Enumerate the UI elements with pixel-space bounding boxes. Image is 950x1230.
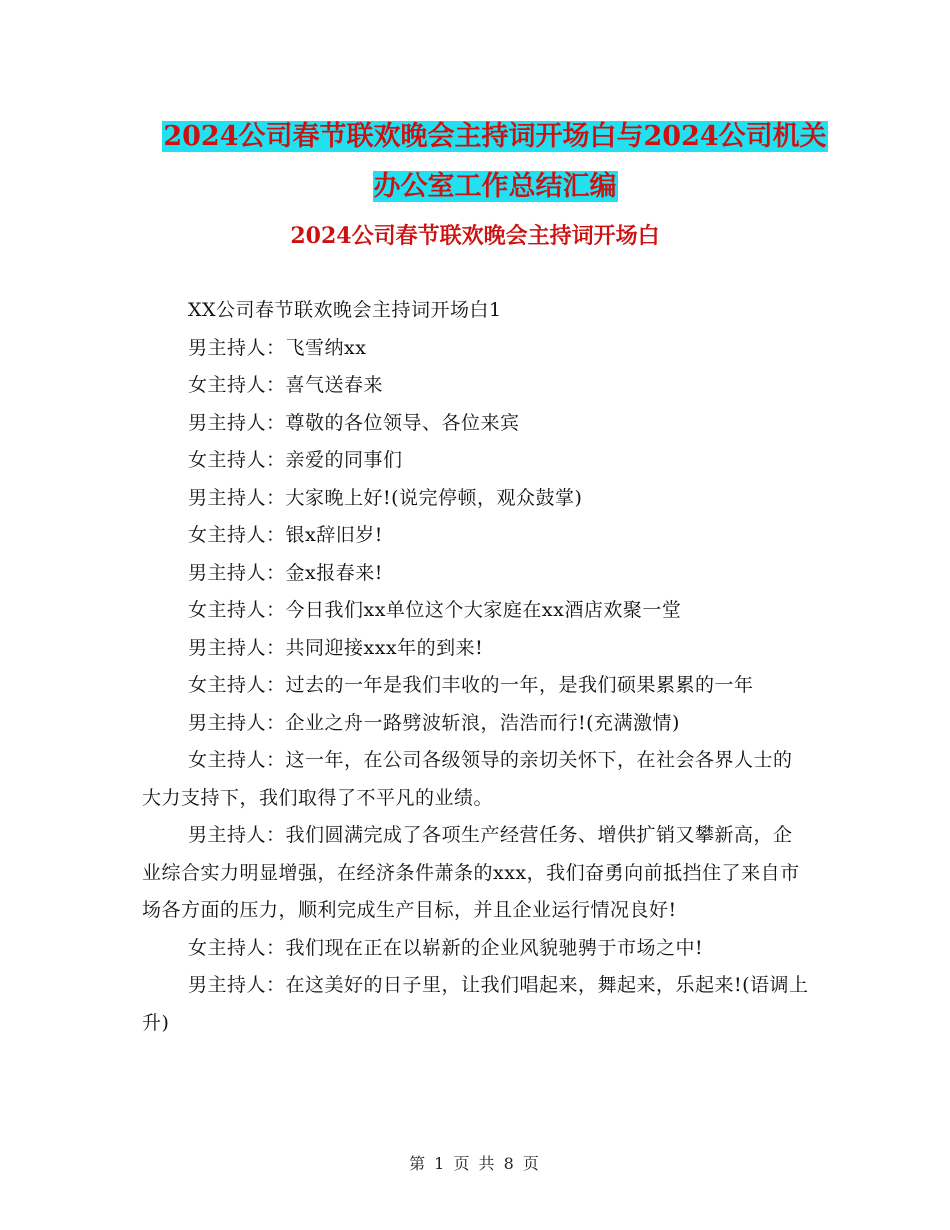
paragraph: 女主持人：亲爱的同事们	[188, 449, 403, 471]
document-body	[142, 292, 810, 1042]
paragraph: 女主持人：过去的一年是我们丰收的一年，是我们硕果累累的一年	[188, 674, 754, 696]
paragraph: 女主持人：今日我们xx单位这个大家庭在xx酒店欢聚一堂	[188, 599, 682, 621]
paragraph: 女主持人：喜气送春来	[188, 374, 384, 396]
paragraph: 男主持人：企业之舟一路劈波斩浪，浩浩而行!(充满激情)	[188, 711, 680, 734]
paragraph: 男主持人：大家晚上好!(说完停顿，观众鼓掌)	[188, 486, 583, 509]
paragraph: 女主持人：银x辞旧岁!	[188, 524, 383, 546]
paragraph: 女主持人：我们现在正在以崭新的企业风貌驰骋于市场之中!	[188, 936, 704, 959]
paragraph: 男主持人：飞雪纳xx	[188, 336, 367, 359]
paragraph: 男主持人：在这美好的日子里，让我们唱起来，舞起来，乐起来!(语调上升)	[142, 974, 809, 1034]
title-line-2: 办公室工作总结汇编	[373, 171, 617, 202]
paragraph: 男主持人：共同迎接xxx年的到来!	[188, 636, 484, 659]
paragraph: 女主持人：这一年，在公司各级领导的亲切关怀下，在社会各界人士的大力支持下，我们取得了不平凡的业绩。	[142, 749, 793, 809]
paragraph: XX公司春节联欢晚会主持词开场白1	[188, 299, 502, 321]
section-title: 2024公司春节联欢晚会主持词开场白	[290, 223, 660, 249]
paragraph: 男主持人：我们圆满完成了各项生产经营任务、增供扩销又攀新高，企业综合实力明显增强，在经济条件萧条的xxx，我们奋勇向前抵挡住了来自市场各方面的压力，顺利完成生产目标，并且企业运行情况良好!	[142, 824, 800, 921]
document-title	[140, 112, 850, 212]
page-footer: 第 1 页 共 8 页	[409, 1154, 541, 1173]
paragraph: 男主持人：尊敬的各位领导、各位来宾	[188, 411, 520, 434]
title-line-1: 2024公司春节联欢晚会主持词开场白与2024公司机关	[163, 121, 827, 152]
paragraph: 男主持人：金x报春来!	[188, 561, 383, 584]
